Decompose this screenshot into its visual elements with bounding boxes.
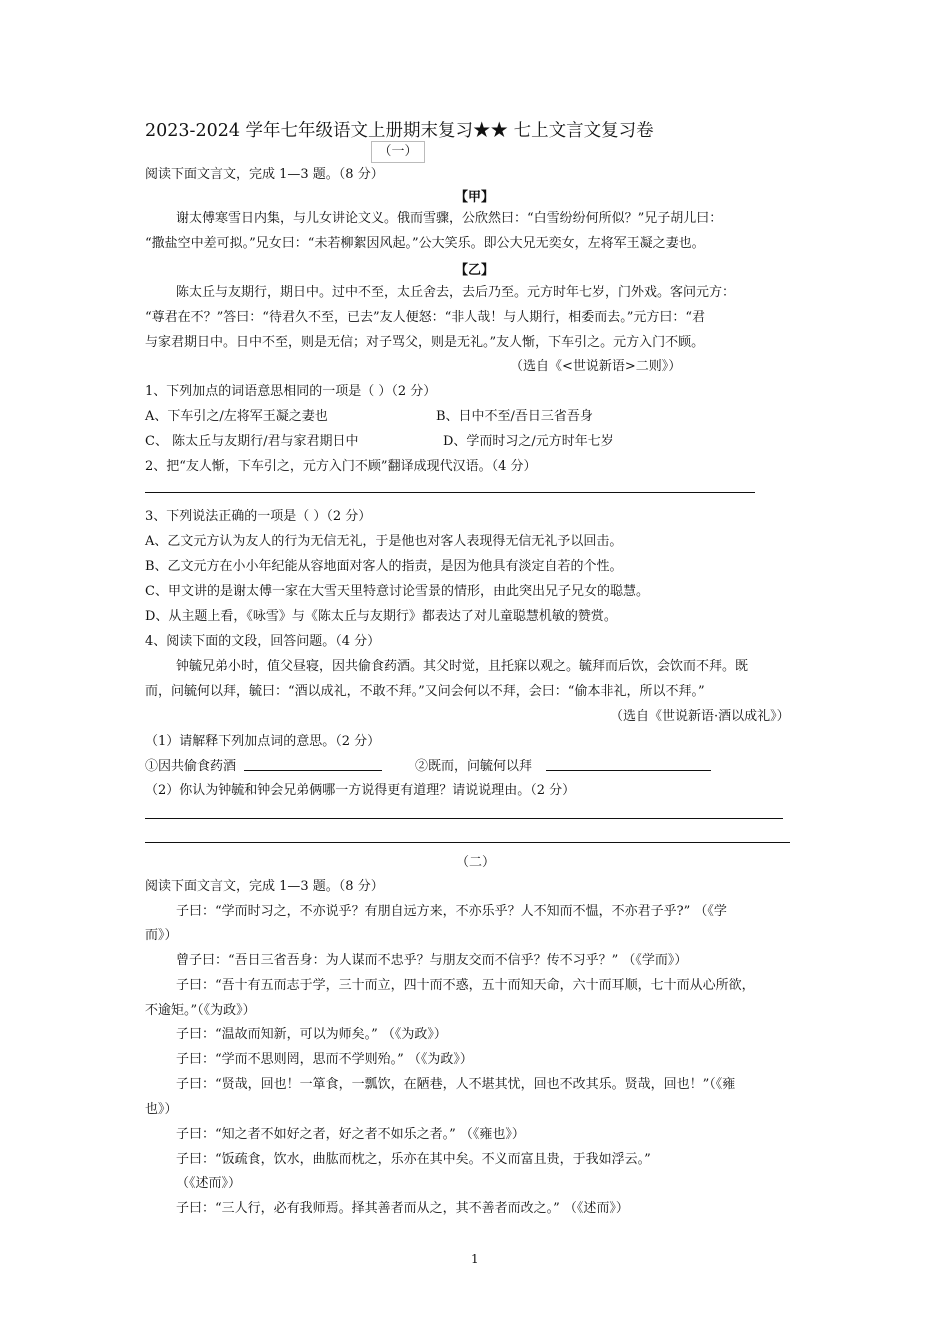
analects-line: 子曰：“学而不思则罔，思而不学则殆。” （《为政》） <box>176 1052 473 1067</box>
analects-line: 曾子曰：“吾日三省吾身：为人谋而不忠乎？与朋友交而不信乎？传不习乎？” （《学而》） <box>176 953 688 968</box>
blank-line <box>244 770 382 771</box>
q1-option-a: A、下车引之/左将军王凝之妻也 <box>145 409 328 424</box>
section-2-label: （二） <box>456 855 496 870</box>
q4-sub-1: （1）请解释下列加点词的意思。（2 分） <box>145 734 381 749</box>
q4-sub-2: （2）你认为钟毓和钟会兄弟俩哪一方说得更有道理？请说说理由。（2 分） <box>145 783 576 798</box>
q3-option-a: A、乙文元方认为友人的行为无信无礼，于是他也对客人表现得无信无礼予以回击。 <box>145 534 623 549</box>
question-2: 2、把“友人惭，下车引之，元方入门不顾”翻译成现代汉语。（4 分） <box>145 459 537 474</box>
question-1: 1、下列加点的词语意思相同的一项是（ ）（2 分） <box>145 384 437 399</box>
answer-line <box>145 842 790 843</box>
q3-option-b: B、乙文元方在小小年纪能从容地面对客人的指责，是因为他具有淡定自若的个性。 <box>145 559 623 574</box>
q1-option-c: C、 陈太丘与友期行/君与家君期日中 <box>145 434 359 449</box>
answer-line <box>145 818 783 819</box>
analects-line: 子曰：“吾十有五而志于学，三十而立，四十而不惑，五十而知天命，六十而耳顺，七十而从心所欲， <box>176 978 755 993</box>
section-1-label: （一） <box>371 141 425 163</box>
analects-line: 子曰：“温故而知新，可以为师矣。” （《为政》） <box>176 1027 447 1042</box>
q4-sub-1-a: ①因共偷食药酒 <box>145 759 237 774</box>
analects-line: 子曰：“贤哉，回也！一箪食，一瓢饮，在陋巷，人不堪其忧，回也不改其乐。贤哉，回也！”（《雍 <box>176 1077 736 1092</box>
blank-line <box>546 770 711 771</box>
q3-option-d: D、从主题上看，《咏雪》与《陈太丘与友期行》都表达了对儿童聪慧机敏的赞赏。 <box>145 609 617 624</box>
question-3: 3、下列说法正确的一项是（ ）（2 分） <box>145 509 372 524</box>
q1-option-d: D、学而时习之/元方时年七岁 <box>443 434 614 449</box>
analects-line: 子曰：“三人行，必有我师焉。择其善者而从之，其不善者而改之。” （《述而》） <box>176 1201 629 1216</box>
analects-line: 也》） <box>145 1102 178 1117</box>
jia-line: 谢太傅寒雪日内集，与儿女讲论文义。俄而雪骤，公欣然曰：“白雪纷纷何所似？”兄子胡儿曰： <box>176 211 723 226</box>
question-4: 4、阅读下面的文段，回答问题。（4 分） <box>145 634 381 649</box>
source-note: （选自《<世说新语>二则》） <box>510 359 682 374</box>
q4-source: （选自《世说新语·酒以成礼》） <box>610 709 790 724</box>
jia-header: 【甲】 <box>455 190 495 205</box>
analects-line: 不逾矩。”（《为政》） <box>145 1003 256 1018</box>
jia-line: “撒盐空中差可拟。”兄女曰：“未若柳絮因风起。”公大笑乐。即公大兄无奕女，左将军王凝之妻也。 <box>145 236 705 251</box>
analects-line: 子曰：“学而时习之，不亦说乎？有朋自远方来，不亦乐乎？人不知而不愠，不亦君子乎?” （《学 <box>176 904 727 919</box>
answer-line <box>145 492 755 493</box>
analects-line: 子曰：“饭疏食，饮水，曲肱而枕之，乐亦在其中矣。不义而富且贵，于我如浮云。” <box>176 1152 651 1167</box>
section-2-intro: 阅读下面文言文，完成 1—3 题。（8 分） <box>145 879 384 894</box>
q4-passage-line: 而，问毓何以拜，毓曰：“酒以成礼，不敢不拜。”又问会何以不拜，会曰：“偷本非礼，所以不拜。” <box>145 684 705 699</box>
q4-sub-1-b: ②既而，问毓何以拜 <box>415 759 533 774</box>
yi-header: 【乙】 <box>455 263 495 278</box>
page-number: 1 <box>471 1252 479 1266</box>
yi-line: “尊君在不？”答曰：“待君久不至，已去”友人便怒：“非人哉！与人期行，相委而去。”元方曰：“君 <box>145 310 706 325</box>
yi-line: 与家君期日中。日中不至，则是无信；对子骂父，则是无礼。”友人惭，下车引之。元方入门不顾。 <box>145 335 705 350</box>
yi-line: 陈太丘与友期行，期日中。过中不至，太丘舍去，去后乃至。元方时年七岁，门外戏。客问元方： <box>176 285 736 300</box>
q4-passage-line: 钟毓兄弟小时，值父昼寝，因共偷食药酒。其父时觉，且托寐以观之。毓拜而后饮，会饮而不拜。既 <box>176 659 749 674</box>
section-1-intro: 阅读下面文言文，完成 1—3 题。（8 分） <box>145 167 384 182</box>
q1-option-b: B、日中不至/吾日三省吾身 <box>436 409 593 424</box>
analects-line: （《述而》） <box>176 1176 242 1191</box>
page-title: 2023-2024 学年七年级语文上册期末复习★★ 七上文言文复习卷 <box>145 121 654 141</box>
q3-option-c: C、甲文讲的是谢太傅一家在大雪天里特意讨论雪景的情形，由此突出兄子兄女的聪慧。 <box>145 584 649 599</box>
analects-line: 子曰：“知之者不如好之者，好之者不如乐之者。” （《雍也》） <box>176 1127 525 1142</box>
analects-line: 而》） <box>145 928 178 943</box>
